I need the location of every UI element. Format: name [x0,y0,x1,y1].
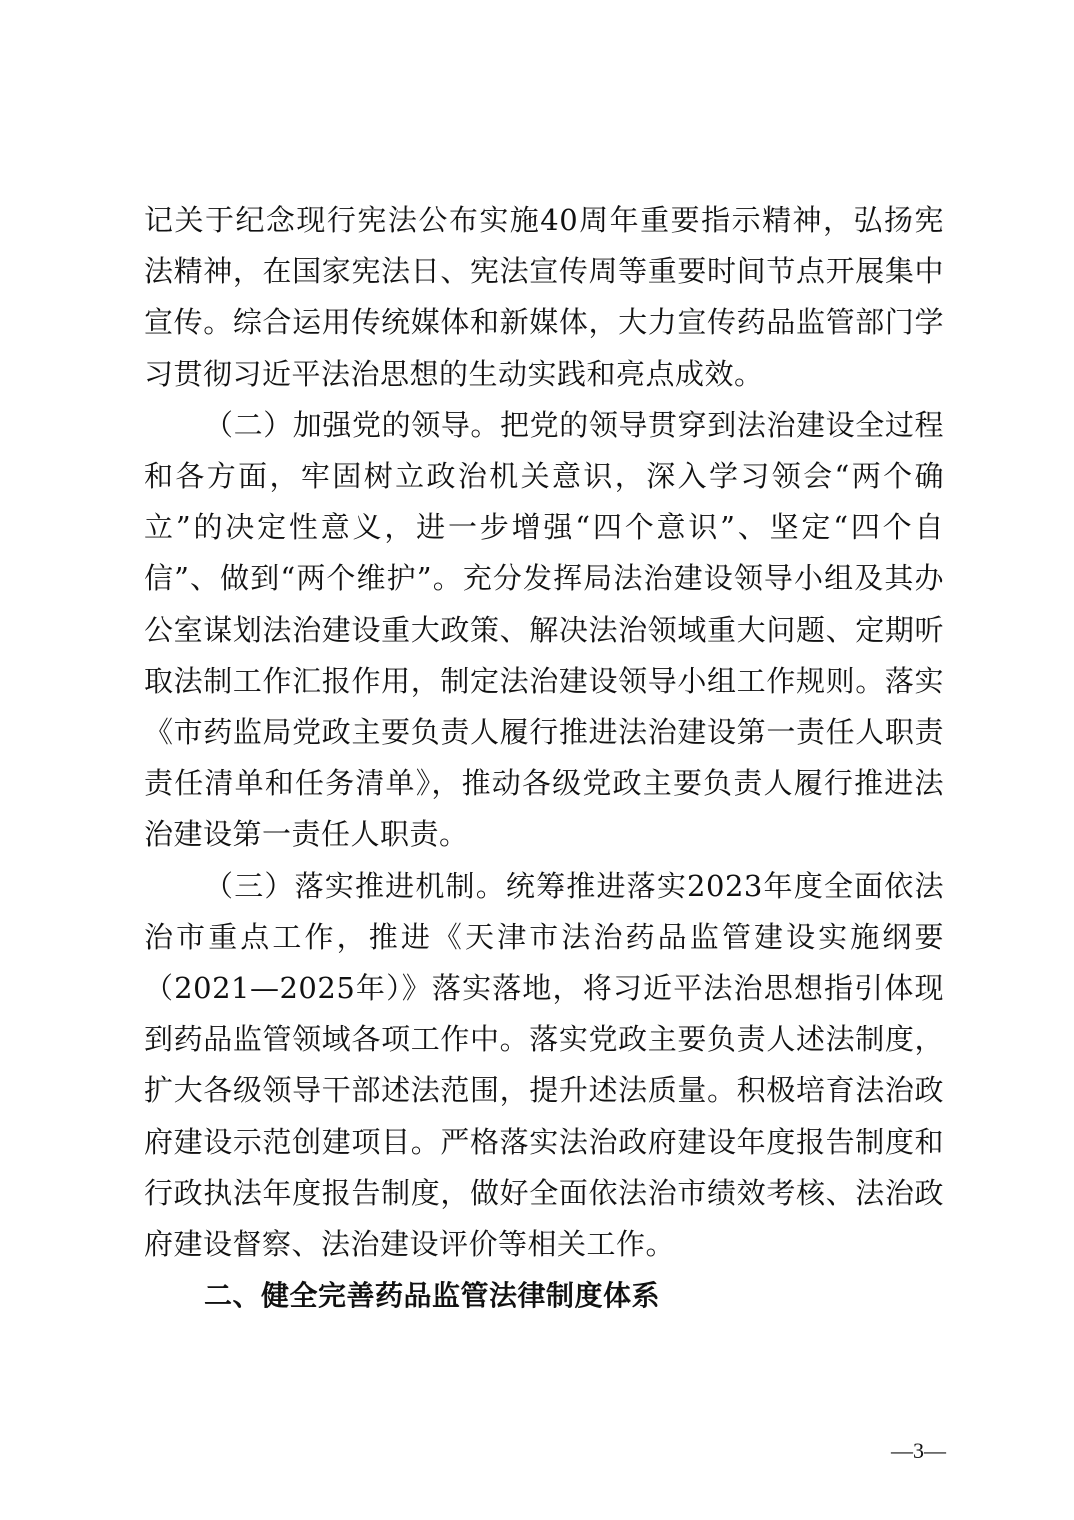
paragraph-party-leadership: （二）加强党的领导。把党的领导贯穿到法治建设全过程和各方面，牢固树立政治机关意识，深入学习领会“两个确立”的决定性意义，进一步增强“四个意识”、坚定“四个自信”、做到“两个维护”。充分发挥局法治建设领导小组及其办公室谋划法治建设重大政策、解决法治领域重大问题、定期听取法制工作汇报作用，制定法治建设领导小组工作规则。落实《市药监局党政主要负责人履行推进法治建设第一责任人职责责任清单和任务清单》，推动各级党政主要负责人履行推进法治建设第一责任人职责。 [144,407,944,852]
section-heading: 二、健全完善药品监管法律制度体系 [204,1279,661,1313]
page-number: —3— [891,1438,946,1463]
paragraph-continuation: 记关于纪念现行宪法公布实施40周年重要指示精神，弘扬宪法精神，在国家宪法日、宪法宣传周等重要时间节点开展集中宣传。综合运用传统媒体和新媒体，大力宣传药品监管部门学习贯彻习近平法治思想的生动实践和亮点成效。 [144,203,944,391]
body-text [144,195,944,1321]
paragraph-promotion-mechanism: （三）落实推进机制。统筹推进落实2023年度全面依法治市重点工作，推进《天津市法治药品监管建设实施纲要（2021—2025年）》落实落地，将习近平法治思想指引体现到药品监管领域各项工作中。落实党政主要负责人述法制度，扩大各级领导干部述法范围，提升述法质量。积极培育法治政府建设示范创建项目。严格落实法治政府建设年度报告制度和行政执法年度报告制度，做好全面依法治市绩效考核、法治政府建设督察、法治建设评价等相关工作。 [144,868,944,1262]
